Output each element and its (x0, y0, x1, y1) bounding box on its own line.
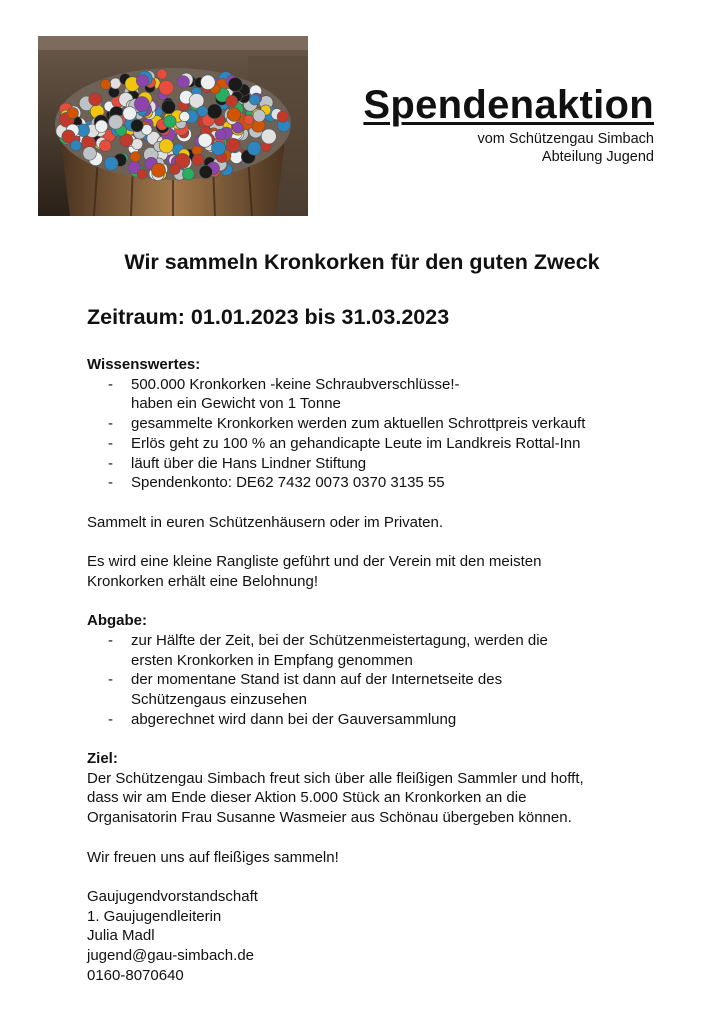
list-item: - 500.000 Kronkorken -keine Schraubverschlüsse!- (108, 375, 460, 393)
abgabe-list (87, 631, 667, 730)
wissenswertes-heading: Wissenswertes: (87, 356, 201, 373)
list-item-continuation: haben ein Gewicht von 1 Tonne (131, 395, 341, 413)
signature-organization: Gaujugendvorstandschaft (87, 887, 258, 905)
headline: Wir sammeln Kronkorken für den guten Zweck (124, 250, 600, 274)
page-title: Spendenaktion (363, 83, 654, 127)
period: Zeitraum: 01.01.2023 bis 31.03.2023 (87, 305, 450, 329)
ranking-paragraph-line-2: Kronkorken erhält eine Belohnung! (87, 572, 318, 590)
list-item: - gesammelte Kronkorken werden zum aktuellen Schrottpreis verkauft (108, 415, 586, 433)
ziel-line: dass wir am Ende dieser Aktion 5.000 Stück an Kronkorken an die (87, 789, 527, 807)
list-item: - Erlös geht zu 100 % an gehandicapte Leute im Landkreis Rottal-Inn (108, 434, 581, 452)
ziel-line: Der Schützengau Simbach freut sich über alle fleißigen Sammler und hofft, (87, 769, 584, 787)
signature-role: 1. Gaujugendleiterin (87, 907, 222, 925)
signature-phone: 0160-8070640 (87, 966, 184, 984)
bottle-caps-photo (38, 36, 308, 216)
list-item-continuation: ersten Kronkorken in Empfang genommen (131, 651, 413, 669)
list-item: - zur Hälfte der Zeit, bei der Schützenmeistertagung, werden die (108, 631, 548, 649)
list-item: - der momentane Stand ist dann auf der Internetseite des (108, 671, 503, 689)
list-item: - läuft über die Hans Lindner Stiftung (108, 454, 367, 472)
ranking-paragraph-line-1: Es wird eine kleine Rangliste geführt und der Verein mit den meisten (87, 553, 542, 570)
subtitle-department: Abteilung Jugend (541, 149, 654, 165)
abgabe-heading: Abgabe: (87, 612, 147, 630)
collect-paragraph: Sammelt in euren Schützenhäusern oder im Privaten. (87, 513, 444, 531)
ziel-heading: Ziel: (87, 750, 118, 767)
list-item-continuation: Schützengaus einzusehen (131, 690, 307, 708)
list-item: - abgerechnet wird dann bei der Gauversammlung (108, 710, 457, 728)
list-item: - Spendenkonto: DE62 7432 0073 0370 3135 55 (108, 474, 445, 492)
ziel-line: Organisatorin Frau Susanne Wasmeier aus Schönau übergeben können. (87, 809, 572, 827)
signature-name: Julia Madl (87, 927, 155, 945)
subtitle-organization: vom Schützengau Simbach (477, 131, 654, 147)
document-body (87, 355, 667, 985)
wissenswertes-list (87, 375, 667, 493)
closing-text: Wir freuen uns auf fleißiges sammeln! (87, 848, 339, 866)
signature-email[interactable]: jugend@gau-simbach.de (87, 947, 254, 964)
title-block (363, 80, 654, 166)
bottle-caps-illustration (38, 36, 308, 216)
